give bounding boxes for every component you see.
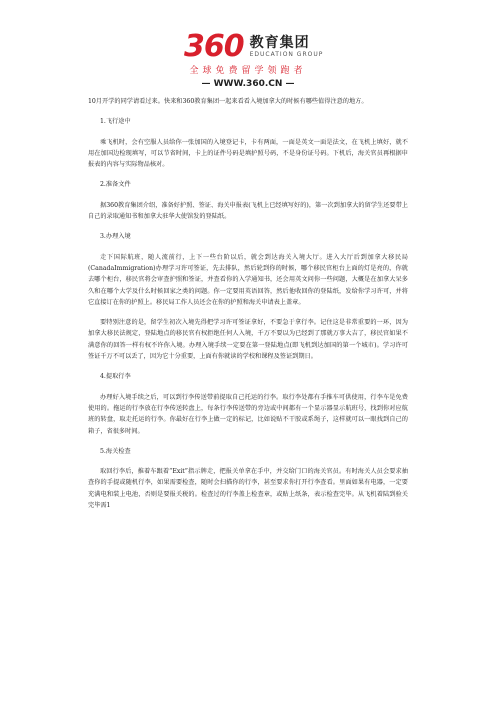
section-heading: 3.办理入境 — [100, 233, 131, 241]
section-paragraph: 走下国际航班，随人流前行，上下一些台阶以后，就会到达海关入境大厅。进入大厅后到加拿大移民局(CanadaImmigration)办理学习许可签证，先去排队，然后轮到你的时候，哪个移民官柜台上面的灯是亮的，你就去哪个柜台，移民官将会审查护照和签证，并查看你的入学通知书，还会用英文问你一些问题，大概是在加拿大呆多久和在哪个大学及什么时候回家之类的问题。你一定要用英语回答，然后他收回你的登陆纸，发给你学习许可，并将它直接订在你的护照上。移民局工作人员还会在你的护照和海关申请表上盖章。 — [88, 253, 408, 306]
logo-name: 教育集团 — [249, 35, 310, 51]
section-paragraph: 据360教育集团介绍，准备好护照、签证、海关申报表(飞机上已经填写好的)，第一次到加拿大的留学生还要带上自己的录取通知书和加拿大驻华大使馆发的登陆纸。 — [88, 201, 408, 221]
slogan: 全球免费留学领跑者 — [189, 66, 307, 76]
section-paragraph: 办理好入境手续之后，可以到行李传送带前提取自己托运的行李。取行李处都有手推车可供使用，行李车是免费使用的。拖运的行李放在行李传送转盘上，每条行李传送带的旁边或中间都有一个显示器显示航班号，找到你对应航班的转盘，取走托运的行李。你最好在行李上做一定的标记，比如说贴不干胶或系绳子，这样就可以一眼找到自己的箱子，省很多时间。 — [88, 393, 408, 435]
logo-number: 360 — [184, 29, 244, 64]
brand-logo — [184, 30, 323, 64]
logo-english: EDUCATION GROUP — [249, 51, 324, 58]
section-paragraph: 取回行李后，推着车跟着“Exit”指示牌走，把报关单拿在手中，并交给门口的海关官员。有时海关人员会要求抽查你的手提或随机行李，如果需要检查，随时会扫描你的行李，甚至要求你打开行李查看。里面如果有电器，一定要充满电和装上电池，否则是要报关税的。检查过的行李盖上检查章，或贴上纸条，表示检查完毕。从飞机着陆到验关完毕需1 — [88, 468, 408, 510]
intro-paragraph: 10月开学的同学请看过来。快来和360教育集团一起来看看入境加拿大的时候有哪些值得注意的地方。 — [88, 98, 368, 105]
logo-text — [250, 35, 324, 59]
section-heading: 1.飞行途中 — [100, 118, 131, 126]
section-paragraph: 乘飞机时，会有空服人员给你一张加国的入境登记卡，卡有两面，一面是英文一面是法文，在飞机上填好，就不用在加国边检现填写，可以节省时间，卡上的证件号码是填护照号码，不是身份证号码。下机后，海关官员再根据申报表的内容与实际物品核对。 — [88, 138, 408, 169]
website-link[interactable]: — WWW.360.CN — — [201, 79, 295, 89]
section-heading: 5.海关检查 — [100, 447, 131, 455]
document-body — [88, 96, 408, 511]
section-heading: 4.提取行李 — [100, 373, 131, 381]
section-paragraph: 要特别注意的是，留学生初次入境先得把学习许可签证拿好，不要急于拿行李。记住这是非常重要的一环，因为加拿大移民法规定，登陆地点的移民官有权拒绝任何人入境，千万不要以为已经到了那就万事大吉了，移民官如果不满意你的回答一样有权不许你入境。办理入境手续一定要在第一登陆地点(即飞机到达加国的第一个城市)。学习许可签证千万不可以丢了，因为它十分重要，上面有你就读的学校和课程及签证到期日。 — [88, 319, 408, 361]
page-header — [0, 0, 496, 94]
section-heading: 2.准备文件 — [100, 181, 131, 189]
